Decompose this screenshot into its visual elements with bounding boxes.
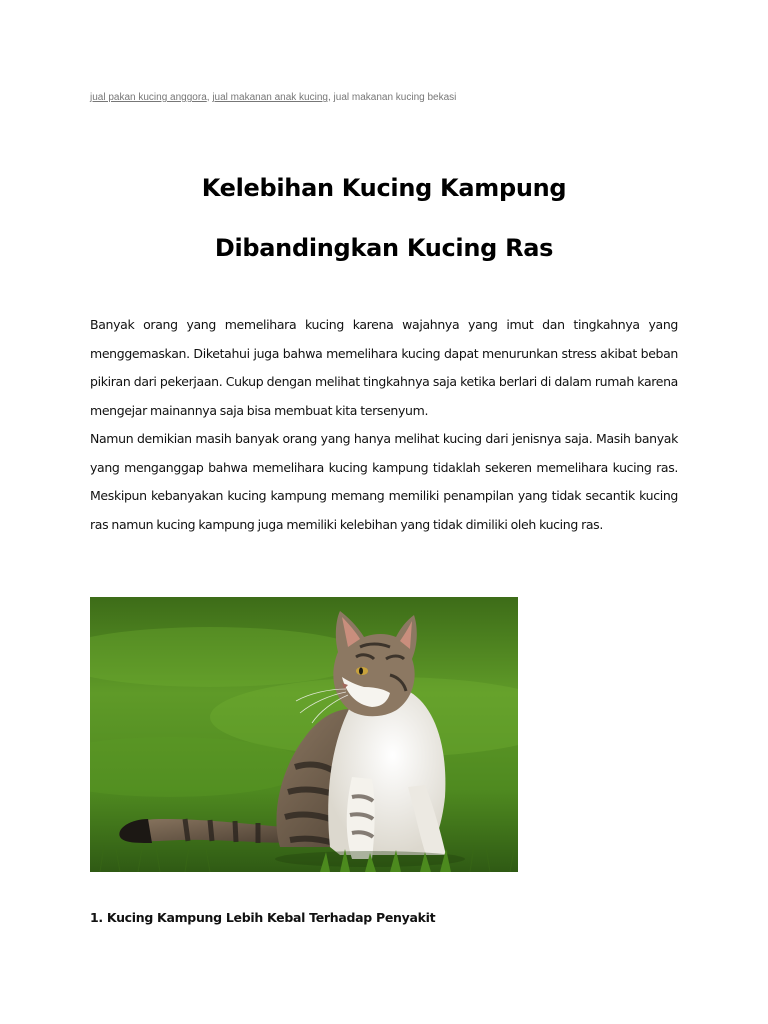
- tag-separator: ,: [206, 92, 213, 103]
- tag-links: [90, 92, 456, 103]
- intro-paragraph: Banyak orang yang memelihara kucing karena wajahnya yang imut dan tingkahnya yang menggemaskan. Diketahui juga bahwa memelihara kucing dapat menurunkan stress akibat beban pikiran dari pekerjaan. Cukup dengan melihat tingkahnya saja ketika berlari di dalam rumah karena mengejar mainannya saja bisa membuat kita tersenyum.: [90, 317, 678, 418]
- tag-link-pakan-anggora[interactable]: jual pakan kucing anggora: [90, 92, 207, 103]
- section-heading-1: 1. Kucing Kampung Lebih Kebal Terhadap Penyakit: [90, 910, 436, 925]
- tag-text-makanan-bekasi: jual makanan kucing bekasi: [333, 92, 457, 103]
- page-title-line-1: Kelebihan Kucing Kampung: [201, 174, 567, 202]
- page-title-line-2: Dibandingkan Kucing Ras: [214, 234, 554, 262]
- tag-link-makanan-anak-kucing[interactable]: jual makanan anak kucing: [212, 92, 328, 103]
- cat-photo: [90, 597, 518, 872]
- second-paragraph: Namun demikian masih banyak orang yang hanya melihat kucing dari jenisnya saja. Masih banyak yang menganggap bahwa memelihara kucing kampung tidaklah sekeren memelihara kucing ras. Meskipun kebanyakan kucing kampung memang memiliki penampilan yang tidak secantik kucing ras namun kucing kampung juga memiliki kelebihan yang tidak dimiliki oleh kucing ras.: [90, 431, 678, 532]
- cat-on-grass-image: [90, 597, 518, 872]
- tag-separator: ,: [327, 92, 334, 103]
